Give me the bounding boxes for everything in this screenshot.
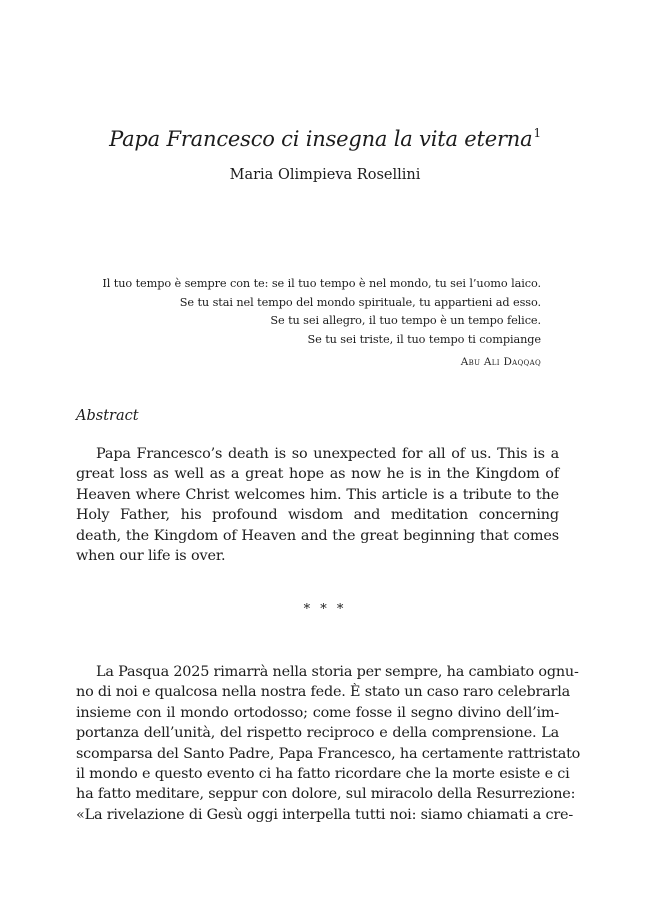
title-footnote-marker[interactable]: 1	[533, 126, 541, 140]
section-separator: * * *	[303, 602, 347, 617]
body-line: scomparsa del Santo Padre, Papa Francesco, ha certamente rattristato	[76, 745, 581, 762]
body-line: il mondo e questo evento ci ha fatto ricordare che la morte esiste e ci	[76, 766, 570, 783]
epigraph-line: Il tuo tempo è sempre con te: se il tuo tempo è nel mondo, tu sei l’uomo laico.	[102, 277, 541, 290]
epigraph-line: Se tu stai nel tempo del mondo spirituale, tu appartieni ad esso.	[179, 295, 541, 309]
abstract-paragraph: Papa Francesco’s death is so unexpected for all of us. This is a great loss as well as a great hope as now he is in the Kingdom of Heaven where Christ welcomes him. This article is a tribute to the Holy Father, his profound wisdom and meditation concerning death, the Kingdom of Heaven and the great beginning that comes when our life is over.	[76, 446, 559, 565]
epigraph	[76, 275, 541, 372]
author-name: Maria Olimpieva Rosellini	[229, 167, 421, 183]
epigraph-attribution: Abu Ali Daqqaq	[460, 356, 541, 368]
body-paragraph	[76, 662, 581, 825]
epigraph-line: Se tu sei triste, il tuo tempo ti compiange	[307, 332, 541, 346]
article-title	[0, 126, 650, 151]
body-line: «La rivelazione di Gesù oggi interpella tutti noi: siamo chiamati a cre-	[76, 806, 574, 823]
body-line: insieme con il mondo ortodosso; come fosse il segno divino dell’im-	[76, 704, 559, 721]
body-line: portanza dell’unità, del rispetto reciproco e della comprensione. La	[76, 725, 559, 742]
abstract-heading: Abstract	[76, 408, 139, 424]
body-line: La Pasqua 2025 rimarrà nella storia per sempre, ha cambiato ognu-	[96, 664, 579, 680]
epigraph-line: Se tu sei allegro, il tuo tempo è un tempo felice.	[270, 314, 541, 327]
body-line: no di noi e qualcosa nella nostra fede. È stato un caso raro celebrarla	[76, 684, 571, 701]
body-line: ha fatto meditare, seppur con dolore, sul miracolo della Resurrezione:	[76, 786, 576, 803]
article-title-text: Papa Francesco ci insegna la vita eterna	[109, 127, 533, 151]
